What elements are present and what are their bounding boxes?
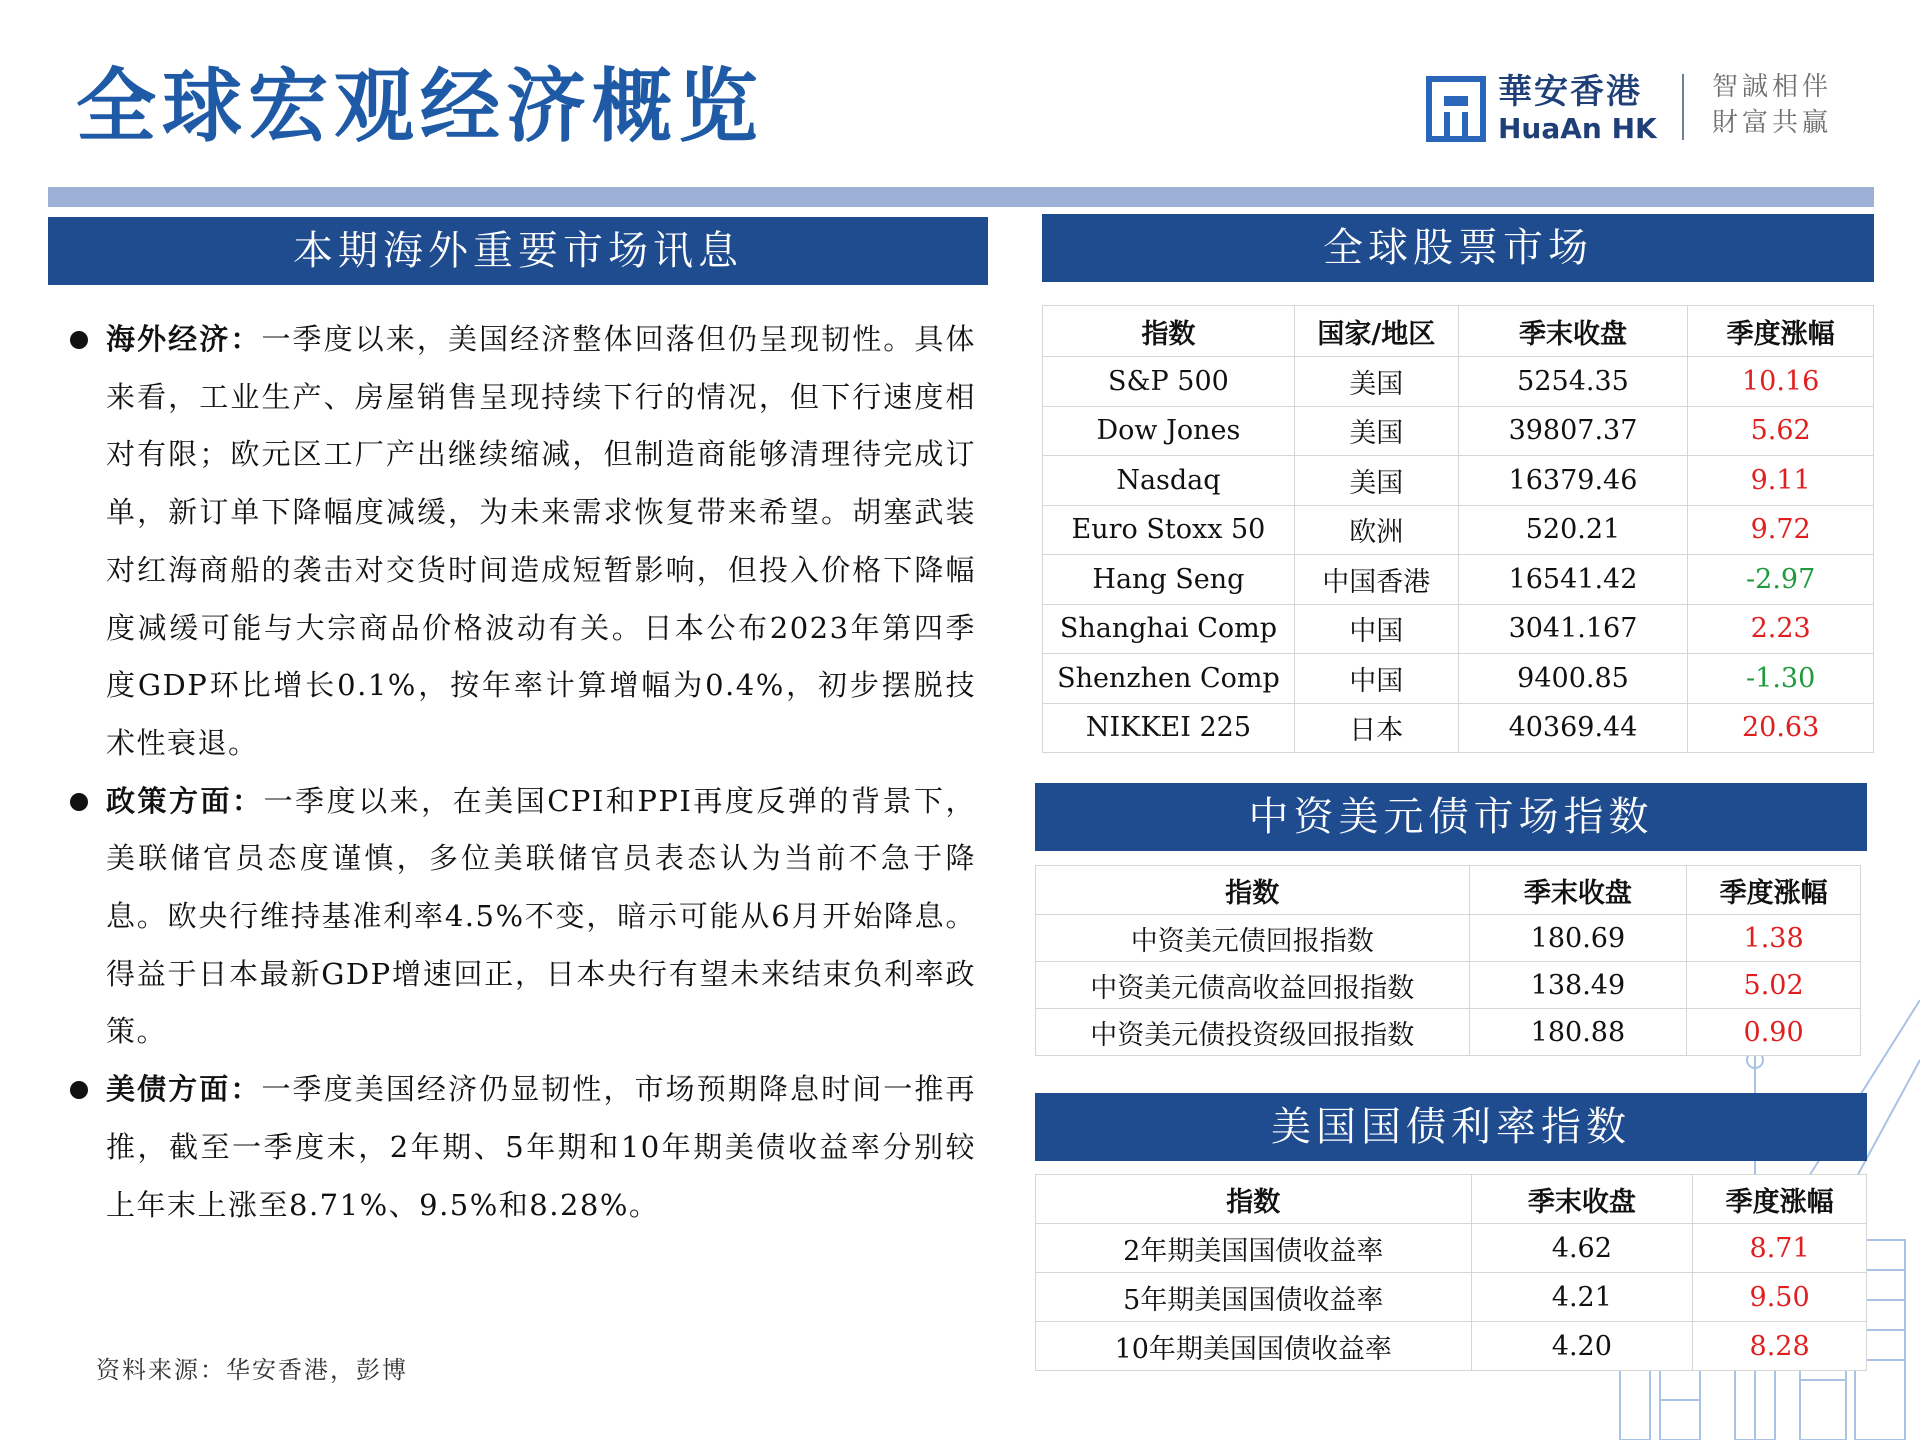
change-cell: 10.16 <box>1688 357 1874 407</box>
column-header: 季末收盘 <box>1458 306 1688 357</box>
logo-english-name: HuaAn HK <box>1498 112 1657 145</box>
table-row <box>1043 654 1874 704</box>
table-row <box>1036 1009 1861 1056</box>
bullet-text: 一季度以来，在美国CPI和PPI再度反弹的背景下，美联储官员态度谨慎，多位美联储官员表态认为当前不急于降息。欧央行维持基准利率4.5%不变，暗示可能从6月开始降息。得益于日本最新GDP增速回正，日本央行有望未来结束负利率政策。 <box>106 783 976 1049</box>
close-cell: 5254.35 <box>1458 357 1688 407</box>
table-row <box>1036 1322 1867 1371</box>
table-row <box>1043 357 1874 407</box>
global-equity-table <box>1042 305 1874 753</box>
index-name: NIKKEI 225 <box>1043 703 1295 753</box>
source-note: 资料来源：华安香港，彭博 <box>96 1356 408 1384</box>
bullet-lead: 美债方面： <box>106 1072 262 1107</box>
logo-divider <box>1682 74 1684 140</box>
bullet-text: 一季度美国经济仍显韧性，市场预期降息时间一推再推，截至一季度末，2年期、5年期和10年期美债收益率分别较上年末上涨至8.71%、9.5%和8.28%。 <box>106 1072 976 1222</box>
close-cell: 4.21 <box>1471 1273 1693 1322</box>
index-name: Nasdaq <box>1043 456 1295 506</box>
index-name: Euro Stoxx 50 <box>1043 505 1295 555</box>
close-cell: 180.69 <box>1469 915 1687 962</box>
close-cell: 9400.85 <box>1458 654 1688 704</box>
index-name: Dow Jones <box>1043 406 1295 456</box>
index-name: 中资美元债投资级回报指数 <box>1036 1009 1470 1056</box>
logo-slogan-line2: 財富共贏 <box>1712 108 1833 138</box>
table-row <box>1043 703 1874 753</box>
region-cell: 美国 <box>1294 357 1458 407</box>
change-cell: 9.72 <box>1688 505 1874 555</box>
region-cell: 美国 <box>1294 406 1458 456</box>
change-cell: -1.30 <box>1688 654 1874 704</box>
close-cell: 16379.46 <box>1458 456 1688 506</box>
change-cell: 8.71 <box>1693 1224 1867 1273</box>
close-cell: 39807.37 <box>1458 406 1688 456</box>
close-cell: 520.21 <box>1458 505 1688 555</box>
change-cell: 2.23 <box>1688 604 1874 654</box>
table-row <box>1036 915 1861 962</box>
table-row <box>1036 1224 1867 1273</box>
change-cell: 9.11 <box>1688 456 1874 506</box>
column-header: 指数 <box>1036 866 1470 915</box>
close-cell: 180.88 <box>1469 1009 1687 1056</box>
logo-chinese-name: 華安香港 <box>1498 72 1642 112</box>
region-cell: 美国 <box>1294 456 1458 506</box>
index-name: Hang Seng <box>1043 555 1295 605</box>
change-cell: 9.50 <box>1693 1273 1867 1322</box>
column-header: 指数 <box>1043 306 1295 357</box>
close-cell: 16541.42 <box>1458 555 1688 605</box>
index-name: 10年期美国国债收益率 <box>1036 1322 1472 1371</box>
index-name: Shenzhen Comp <box>1043 654 1295 704</box>
us-treasury-table <box>1035 1174 1867 1371</box>
us-treasury-heading: 美国国债利率指数 <box>1035 1093 1867 1161</box>
region-cell: 欧洲 <box>1294 505 1458 555</box>
table-header-row <box>1043 306 1874 357</box>
change-cell: 1.38 <box>1687 915 1861 962</box>
page-title: 全球宏观经济概览 <box>76 59 764 153</box>
index-name: 中资美元债回报指数 <box>1036 915 1470 962</box>
brand-logo <box>1426 68 1846 148</box>
index-name: 中资美元债高收益回报指数 <box>1036 962 1470 1009</box>
column-header: 季度涨幅 <box>1687 866 1861 915</box>
bullet-overseas-economy <box>66 311 976 773</box>
close-cell: 138.49 <box>1469 962 1687 1009</box>
column-header: 季末收盘 <box>1471 1175 1693 1224</box>
overseas-news-heading: 本期海外重要市场讯息 <box>48 217 988 285</box>
change-cell: -2.97 <box>1688 555 1874 605</box>
change-cell: 20.63 <box>1688 703 1874 753</box>
table-header-row <box>1036 866 1861 915</box>
close-cell: 4.62 <box>1471 1224 1693 1273</box>
huaan-logo-icon <box>1426 76 1486 142</box>
cn-usd-bond-table <box>1035 865 1861 1056</box>
table-row <box>1036 962 1861 1009</box>
index-name: S&P 500 <box>1043 357 1295 407</box>
close-cell: 40369.44 <box>1458 703 1688 753</box>
bullet-dot-icon <box>70 793 88 811</box>
change-cell: 8.28 <box>1693 1322 1867 1371</box>
bullet-text: 一季度以来，美国经济整体回落但仍呈现韧性。具体来看，工业生产、房屋销售呈现持续下行的情况，但下行速度相对有限；欧元区工厂产出继续缩减，但制造商能够清理待完成订单，新订单下降幅度减缓，为未来需求恢复带来希望。胡塞武装对红海商船的袭击对交货时间造成短暂影响，但投入价格下降幅度减缓可能与大宗商品价格波动有关。日本公布2023年第四季度GDP环比增长0.1%，按年率计算增幅为0.4%，初步摆脱技术性衰退。 <box>106 322 976 760</box>
close-cell: 4.20 <box>1471 1322 1693 1371</box>
region-cell: 中国香港 <box>1294 555 1458 605</box>
region-cell: 中国 <box>1294 604 1458 654</box>
change-cell: 0.90 <box>1687 1009 1861 1056</box>
bullet-us-treasury <box>66 1061 976 1234</box>
global-equity-heading: 全球股票市场 <box>1042 214 1874 282</box>
bullet-policy <box>66 773 976 1062</box>
index-name: 2年期美国国债收益率 <box>1036 1224 1472 1273</box>
table-row <box>1036 1273 1867 1322</box>
index-name: Shanghai Comp <box>1043 604 1295 654</box>
bullet-lead: 海外经济： <box>106 322 262 356</box>
table-row <box>1043 555 1874 605</box>
column-header: 国家/地区 <box>1294 306 1458 357</box>
table-header-row <box>1036 1175 1867 1224</box>
table-row <box>1043 604 1874 654</box>
index-name: 5年期美国国债收益率 <box>1036 1273 1472 1322</box>
logo-slogan-line1: 智誠相伴 <box>1712 72 1833 102</box>
bullet-dot-icon <box>70 331 88 349</box>
cn-usd-bond-heading: 中资美元债市场指数 <box>1035 783 1867 851</box>
column-header: 季度涨幅 <box>1693 1175 1867 1224</box>
table-row <box>1043 456 1874 506</box>
region-cell: 日本 <box>1294 703 1458 753</box>
change-cell: 5.62 <box>1688 406 1874 456</box>
bullet-dot-icon <box>70 1081 88 1099</box>
column-header: 季末收盘 <box>1469 866 1687 915</box>
table-row <box>1043 406 1874 456</box>
bullet-lead: 政策方面： <box>106 783 264 818</box>
table-row <box>1043 505 1874 555</box>
column-header: 季度涨幅 <box>1688 306 1874 357</box>
header-divider <box>48 187 1874 207</box>
change-cell: 5.02 <box>1687 962 1861 1009</box>
overseas-news-list <box>66 311 976 1234</box>
column-header: 指数 <box>1036 1175 1472 1224</box>
region-cell: 中国 <box>1294 654 1458 704</box>
close-cell: 3041.167 <box>1458 604 1688 654</box>
